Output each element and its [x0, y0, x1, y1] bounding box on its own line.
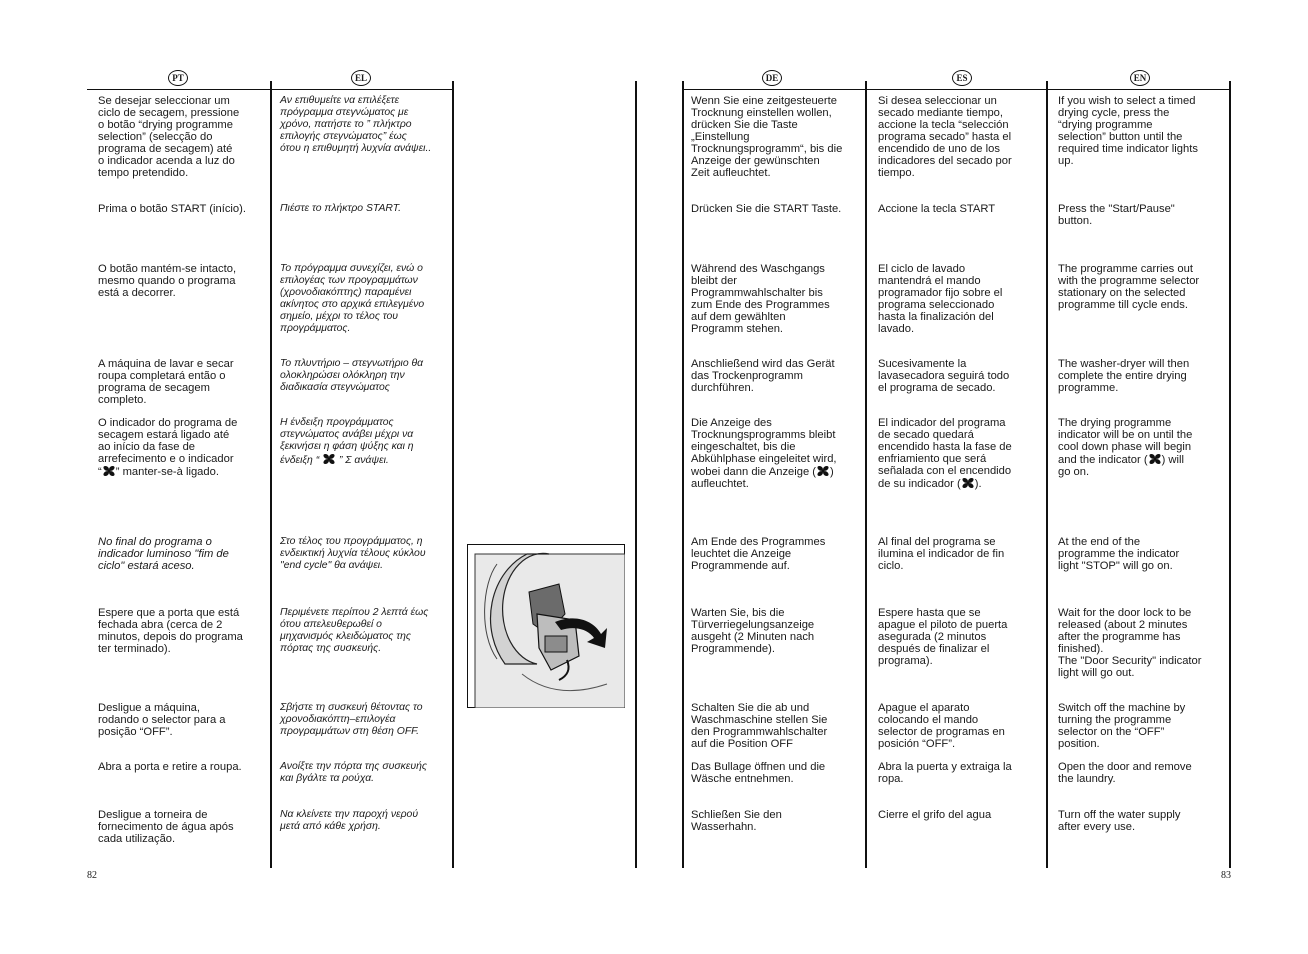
el-step-1: Αν επιθυμείτε να επιλέξετε πρόγραμμα στεγνώματος με χρόνο, πατήστε το ” πλήκτρο επιλογής στεγνώματος” έως ότου η επιθυμητή λυχνία ανάψει..: [280, 95, 432, 154]
el-step-6: Στο τέλος του προγράμματος, η ενδεικτική λυχνία τέλους κύκλου "end cycle" θα ανάψει.: [280, 536, 426, 571]
de-step-5: [691, 417, 837, 490]
pt-step-1: Se desejar seleccionar um ciclo de secagem, pressione o botão “drying programme selection” (selecção do programa de secagem) até o indicador acenda a luz do tempo pretendido.: [98, 95, 240, 179]
es-step-2: Accione la tecla START: [878, 203, 996, 215]
en-step-4: The washer-dryer will then complete the entire drying programme.: [1058, 358, 1190, 394]
de-step-8: Schalten Sie die ab und Waschmaschine stellen Sie den Programmwahlschalter auf die Position OFF: [691, 702, 828, 750]
en-step-10: Turn off the water supply after every use.: [1058, 809, 1181, 833]
el-step-8: Σβήστε τη συσκευή θέτοντας το χρονοδιακόπτη–επιλογέα προγραμμάτων στη θέση OFF.: [280, 702, 423, 737]
de-step-5-text-a: Die Anzeige des Trocknungsprogramms bleibt eingeschaltet, bis die Abkühlphase eingeleitet wird, wobei dann die Anzeige (: [691, 417, 837, 478]
es-step-10: Cierre el grifo del agua: [878, 809, 992, 821]
el-step-3: Το πρόγραμμα συνεχίζει, ενώ ο επιλογέας των προγραμμάτων (χρονοδιακόπτης) παραμένει ακίνητος στο αρχικά επιλεγμένο σημείο, μέχρι το τέλος του προγράμματος.: [280, 263, 425, 334]
es-step-7: Espere hasta que se apague el piloto de puerta asegurada (2 minutos después de finalizar el programa).: [878, 607, 1008, 667]
page-number-right: 83: [1221, 870, 1231, 881]
en-step-3: The programme carries out with the programme selector stationary on the selected programme till cycle ends.: [1058, 263, 1200, 311]
pt-step-8: Desligue a máquina, rodando o selector para a posição “OFF”.: [98, 702, 226, 738]
pt-step-4: A máquina de lavar e secar roupa completará então o programa de secagem completo.: [98, 358, 234, 406]
pt-step-6: No final do programa o indicador luminoso "fim de ciclo" estará aceso.: [98, 536, 229, 572]
es-step-5-text-b: ).: [974, 478, 982, 490]
fan-icon: [1148, 453, 1162, 465]
de-step-7: Warten Sie, bis die Türverriegelungsanzeige ausgeht (2 Minuten nach Programmende).: [691, 607, 815, 655]
es-step-8: Apague el aparato colocando el mando selector de programas en posición “OFF”.: [878, 702, 1005, 750]
pt-step-5-text-a: O indicador do programa de secagem estará ligado até ao início da fase de arrefecimento e o indicador “: [98, 417, 238, 478]
en-step-5-text-b: ) will go on.: [1058, 454, 1184, 478]
el-step-5-text-b: ” Σ ανάψει.: [336, 455, 389, 466]
header-rule-right: [683, 89, 1231, 90]
de-step-2: Drücken Sie die START Taste.: [691, 203, 842, 215]
fan-icon: [961, 477, 975, 489]
es-step-5-text-a: El indicador del programa de secado quedará encendido hasta la fase de enfriamiento que será señalada con el encendido de su indicador (: [878, 417, 1012, 490]
es-step-4: Sucesivamente la lavasecadora seguirá todo el programa de secado.: [878, 358, 1010, 394]
language-badge-en: EN: [1130, 70, 1150, 86]
door-lock-illustration: [467, 544, 625, 708]
language-badge-de: DE: [762, 70, 782, 86]
en-step-2: Press the "Start/Pause" button.: [1058, 203, 1175, 227]
el-step-5-text-a: Η ένδειξη προγράμματος στεγνώματος ανάβει μέχρι να ξεκινήσει η φάση ψύξης και η ένδειξη “: [280, 417, 414, 466]
es-step-9: Abra la puerta y extraiga la ropa.: [878, 761, 1012, 785]
el-step-10: Να κλείνετε την παροχή νερού μετά από κάθε χρήση.: [280, 809, 419, 832]
page-number-left: 82: [87, 870, 97, 881]
fan-icon: [816, 465, 830, 477]
column-divider: [682, 81, 684, 868]
fan-icon: [102, 465, 116, 477]
column-divider: [1229, 81, 1231, 868]
pt-step-9: Abra a porta e retire a roupa.: [98, 761, 242, 773]
el-step-9: Ανοίξτε την πόρτα της συσκευής και βγάλτε τα ρούχα.: [280, 761, 427, 784]
column-divider: [452, 81, 454, 868]
en-step-9: Open the door and remove the laundry.: [1058, 761, 1192, 785]
es-step-3: El ciclo de lavado mantendrá el mando programador fijo sobre el programa seleccionado hasta la finalización del lavado.: [878, 263, 1003, 335]
el-step-7: Περιμένετε περίπου 2 λεπτά έως ότου απελευθερωθεί ο μηχανισμός κλειδώματος της πόρτας της συσκευής.: [280, 607, 429, 654]
en-step-1: If you wish to select a timed drying cycle, press the “drying programme selection” button until the required time indicator lights up.: [1058, 95, 1198, 167]
de-step-1: Wenn Sie eine zeitgesteuerte Trocknung einstellen wollen, drücken Sie die Taste „Einstellung Trocknungsprogramm“, bis die Anzeige der gewünschten Zeit aufleuchtet.: [691, 95, 843, 179]
el-step-4: Το πλυντήριο – στεγνωτήριο θα ολοκληρώσει ολόκληρη την διαδικασία στεγνώματος: [280, 358, 424, 393]
de-step-5-text-b: ) aufleuchtet.: [691, 466, 834, 490]
en-step-6: At the end of the programme the indicator light "STOP" will go on.: [1058, 536, 1180, 572]
de-step-3: Während des Waschgangs bleibt der Programmwahlschalter bis zum Ende des Programmes auf dem gewählten Programm stehen.: [691, 263, 830, 335]
page-gutter-left: [635, 81, 637, 868]
pt-step-10: Desligue a torneira de fornecimento de água após cada utilização.: [98, 809, 234, 845]
language-badge-el: EL: [351, 70, 371, 86]
language-badge-es: ES: [952, 70, 972, 86]
pt-step-7: Espere que a porta que está fechada abra (cerca de 2 minutos, depois do programa ter terminado).: [98, 607, 243, 655]
el-step-2: Πιέστε το πλήκτρο START.: [280, 203, 401, 214]
column-divider: [865, 81, 867, 868]
pt-step-5-text-b: ” manter-se-à ligado.: [115, 466, 219, 478]
es-step-6: Al final del programa se ilumina el indicador de fin ciclo.: [878, 536, 1005, 572]
column-divider: [1046, 81, 1048, 868]
de-step-6: Am Ende des Programmes leuchtet die Anzeige Programmende auf.: [691, 536, 826, 572]
de-step-10: Schließen Sie den Wasserhahn.: [691, 809, 782, 833]
en-step-5: [1058, 417, 1192, 478]
language-badge-pt: PT: [168, 70, 188, 86]
fan-icon: [322, 453, 336, 465]
en-step-5-text-a: The drying programme indicator will be on until the cool down phase will begin and the indicator (: [1058, 417, 1193, 466]
en-step-7: Wait for the door lock to be released (about 2 minutes after the programme has finished). The "Door Security" indicator light will go out.: [1058, 607, 1202, 679]
es-step-5: [878, 417, 1012, 490]
de-step-9: Das Bullage öffnen und die Wäsche entnehmen.: [691, 761, 826, 785]
en-step-8: Switch off the machine by turning the programme selector on the “OFF” position.: [1058, 702, 1186, 750]
pt-step-3: O botão mantém-se intacto, mesmo quando o programa está a decorrer.: [98, 263, 237, 299]
es-step-1: Si desea seleccionar un secado mediante tiempo, accione la tecla “selección programa secado” hasta el encendido de uno de los indicadores del secado por tiempo.: [878, 95, 1012, 179]
el-step-5: [280, 417, 414, 467]
pt-step-2: Prima o botão START (início).: [98, 203, 246, 215]
column-divider: [270, 81, 272, 868]
de-step-4: Anschließend wird das Gerät das Trockenprogramm durchführen.: [691, 358, 835, 394]
pt-step-5: [98, 417, 237, 478]
